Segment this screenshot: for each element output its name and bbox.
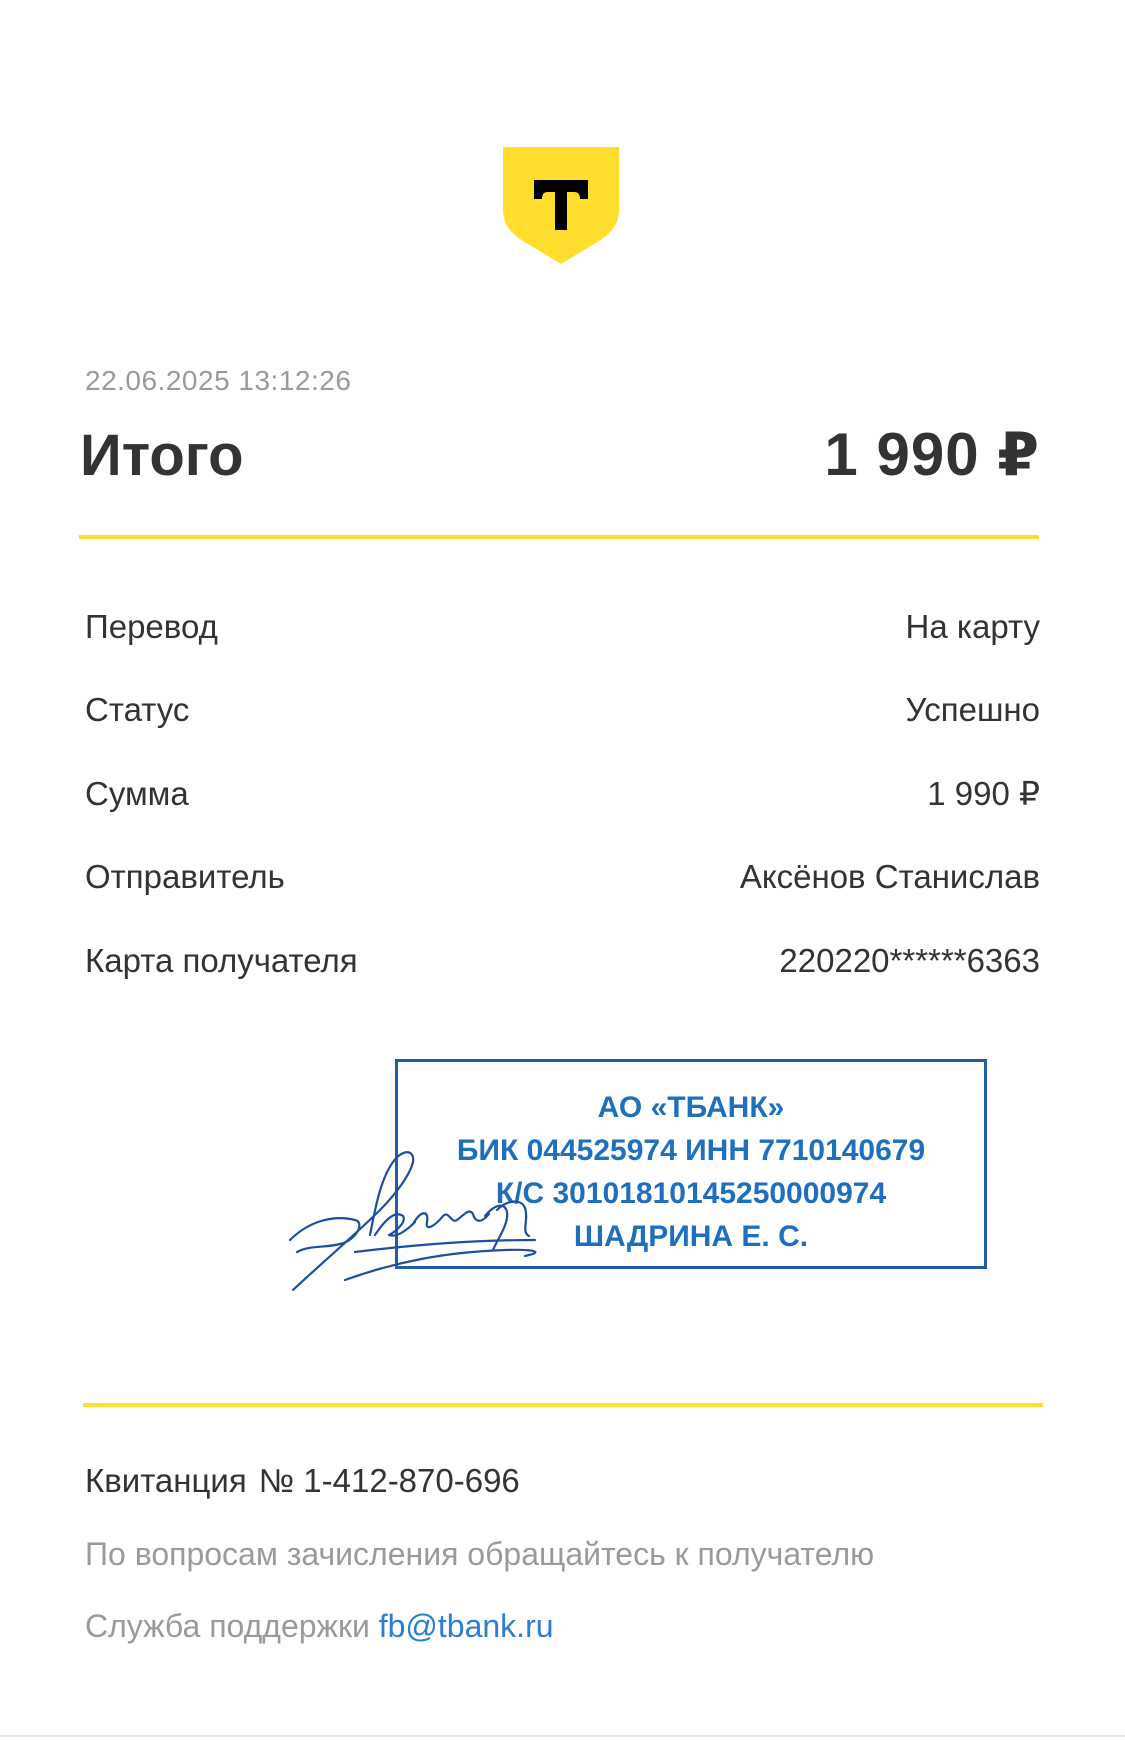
tbank-logo-icon	[503, 147, 619, 264]
detail-value: Аксёнов Станислав	[739, 858, 1040, 896]
detail-label: Перевод	[85, 607, 218, 645]
total-label: Итого	[80, 422, 244, 488]
total-row	[80, 418, 1040, 492]
receipt-label: Квитанция	[85, 1462, 247, 1499]
detail-label: Сумма	[85, 774, 189, 812]
bottom-divider	[83, 1403, 1043, 1407]
detail-row-amount	[85, 752, 1040, 836]
support-email-link[interactable]: fb@tbank.ru	[378, 1608, 554, 1644]
support-label: Служба поддержки	[85, 1608, 370, 1644]
signature-icon	[285, 1140, 615, 1300]
support-line	[85, 1608, 554, 1645]
details-list	[85, 585, 1040, 1003]
page-bottom-border	[0, 1735, 1125, 1737]
stamp-line-account: К/С 30101810145250000974	[495, 1177, 887, 1210]
detail-row-sender	[85, 836, 1040, 920]
detail-value: 1 990 ₽	[927, 775, 1040, 813]
contact-recipient-note: По вопросам зачисления обращайтесь к получателю	[85, 1536, 875, 1572]
detail-label: Карта получателя	[85, 941, 358, 979]
stamp-line-bank: АО «ТБАНК»	[597, 1091, 785, 1124]
detail-value: Успешно	[905, 691, 1040, 729]
detail-value: 220220******6363	[779, 941, 1040, 979]
receipt-number: № 1-412-870-696	[258, 1462, 520, 1499]
detail-value: На карту	[905, 607, 1040, 645]
detail-row-status	[85, 669, 1040, 753]
detail-label: Статус	[85, 691, 190, 729]
detail-row-transfer	[85, 585, 1040, 669]
detail-row-recipient-card	[85, 919, 1040, 1003]
top-divider	[79, 535, 1039, 539]
total-amount: 1 990 ₽	[824, 421, 1040, 488]
receipt-number-line	[85, 1462, 520, 1500]
detail-label: Отправитель	[85, 858, 285, 896]
stamp-line-signer: ШАДРИНА Е. С.	[573, 1220, 809, 1253]
stamp-line-bik-inn: БИК 044525974 ИНН 7710140679	[456, 1134, 926, 1167]
transaction-datetime: 22.06.2025 13:12:26	[85, 365, 352, 396]
